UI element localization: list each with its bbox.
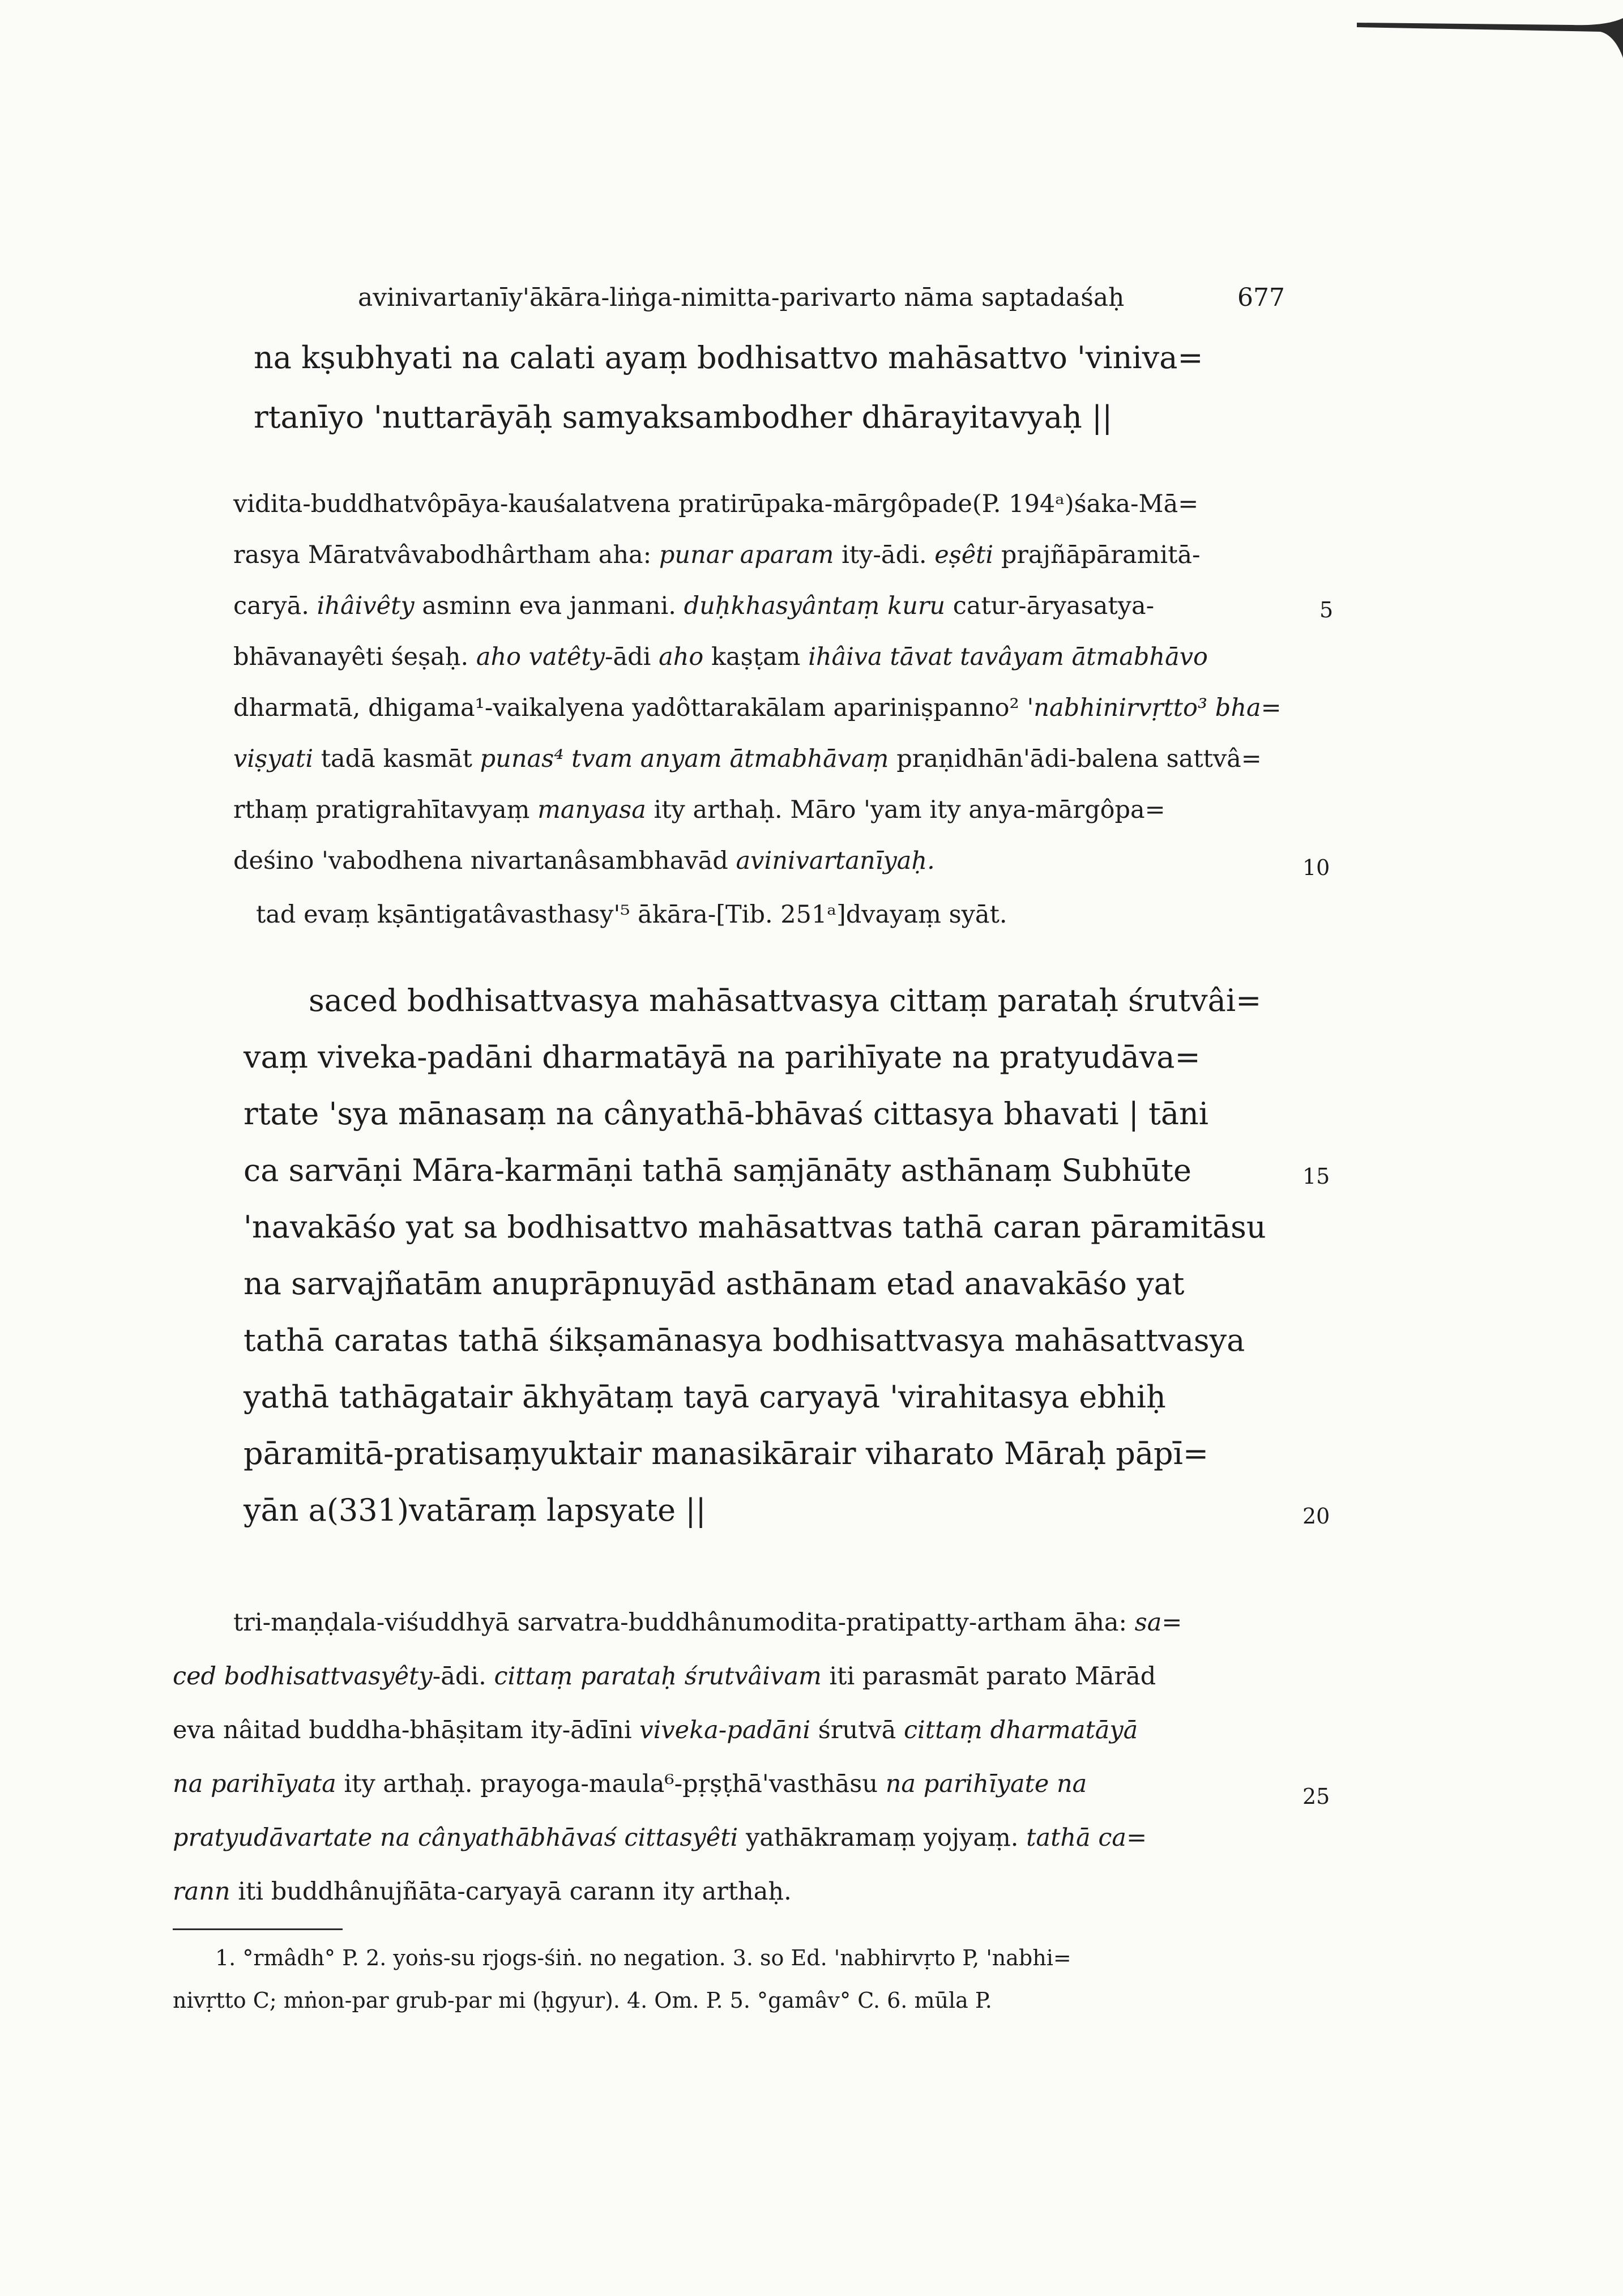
text-line: rtate 'sya mānasaṃ na cânyathā-bhāvaś cittasya bhavati | tāni [244,1096,1209,1132]
commentary-line: bhāvanayêti śeṣaḥ. aho vatêty-ādi aho kaṣṭam ihâiva tāvat tavâyam ātmabhāvo [233,643,1208,671]
italic-term: aho [659,643,704,671]
italic-term: punar aparam [659,541,834,569]
footnote-rule [173,1928,343,1930]
italic-term: ihâivêty [317,592,415,620]
italic-term: 'nabhinirvṛtto³ bha= [1027,694,1282,722]
commentary-line: vidita-buddhatvôpāya-kauśalatvena pratirūpaka-mārgôpade(P. 194ᵃ)śaka-Mā= [233,490,1199,518]
commentary-line: eva nâitad buddha-bhāṣitam ity-ādīni viveka-padāni śrutvā cittaṃ dharmatāyā [173,1716,1138,1744]
italic-term: viṣyati [233,745,314,773]
running-title: avinivartanīy'ākāra-liṅga-nimitta-parivarto nāma saptadaśaḥ [358,283,1125,312]
commentary-line: pratyudāvartate na cânyathābhāvaś cittasyêti yathākramaṃ yojyaṃ. tathā ca= [173,1824,1147,1852]
italic-term: cittaṃ dharmatāyā [903,1716,1138,1744]
commentary-line: caryā. ihâivêty asminn eva janmani. duḥkhasyântaṃ kuru catur-āryasatya- [233,592,1155,620]
line-number: 25 [1302,1784,1330,1809]
page-corner-shadow [1357,12,1623,58]
italic-term: manyasa [537,796,646,824]
line-number: 20 [1302,1504,1330,1529]
italic-term: eṣêti [934,541,994,569]
text-line: rtanīyo 'nuttarāyāḥ samyaksambodher dhārayitavyaḥ || [254,399,1113,435]
footnote-line: 1. °rmâdh° P. 2. yoṅs-su rjogs-śiṅ. no negation. 3. so Ed. 'nabhirvṛto P, 'nabhi= [215,1945,1071,1970]
text-line: na sarvajñatām anuprāpnuyād asthānam etad anavakāśo yat [244,1266,1185,1301]
commentary-line: dharmatā, dhigama¹-vaikalyena yadôttarakālam apariniṣpanno² 'nabhinirvṛtto³ bha= [233,694,1282,722]
line-number: 5 [1319,598,1334,622]
text-line: 'navakāśo yat sa bodhisattvo mahāsattvas tathā caran pāramitāsu [244,1209,1266,1245]
italic-term: avinivartanīyaḥ. [736,847,935,875]
commentary-line: rasya Māratvâvabodhârtham aha: punar aparam ity-ādi. eṣêti prajñāpāramitā- [233,541,1201,569]
italic-term: ihâiva tāvat tavâyam ātmabhāvo [808,643,1208,671]
italic-term: pratyudāvartate na cânyathābhāvaś cittasyêti [173,1824,738,1852]
text-line: vaṃ viveka-padāni dharmatāyā na parihīyate na pratyudāva= [244,1039,1201,1075]
italic-term: duḥkhasyântaṃ kuru [684,592,946,620]
commentary-line: rthaṃ pratigrahītavyaṃ manyasa ity arthaḥ. Māro 'yam ity anya-mārgôpa= [233,796,1165,824]
commentary-line: deśino 'vabodhena nivartanâsambhavād avinivartanīyaḥ. [233,847,935,875]
commentary-line: ced bodhisattvasyêty-ādi. cittaṃ parataḥ śrutvâivam iti parasmāt parato Mārād [173,1662,1156,1691]
footnote-line: nivṛtto C; mṅon-par grub-par mi (ḥgyur). 4. Om. P. 5. °gamâv° C. 6. mūla P. [173,1988,992,2013]
italic-term: punas⁴ tvam anyam ātmabhāvaṃ [480,745,889,773]
page-number: 677 [1237,283,1285,312]
italic-term: na parihīyate na [885,1770,1087,1798]
text-line: yathā tathāgatair ākhyātaṃ tayā caryayā 'virahitasya ebhiḥ [244,1379,1166,1415]
italic-term: aho vatêty [476,643,605,671]
italic-term: cittaṃ parataḥ śrutvâivam [494,1662,822,1691]
text-line: pāramitā-pratisaṃyuktair manasikārair viharato Māraḥ pāpī= [244,1436,1209,1471]
text-line: tathā caratas tathā śikṣamānasya bodhisattvasya mahāsattvasya [244,1322,1245,1358]
text-line: na kṣubhyati na calati ayaṃ bodhisattvo mahāsattvo 'viniva= [254,340,1203,375]
commentary-line: rann iti buddhânujñāta-caryayā carann ity arthaḥ. [173,1877,792,1906]
commentary-line: na parihīyata ity arthaḥ. prayoga-maula⁶-pṛṣṭhā'vasthāsu na parihīyate na [173,1770,1087,1798]
italic-term: na parihīyata [173,1770,336,1798]
line-number: 15 [1302,1164,1330,1189]
italic-term: rann [173,1877,230,1906]
italic-term: sa= [1134,1608,1182,1637]
text-line: saced bodhisattvasya mahāsattvasya cittaṃ parataḥ śrutvâi= [309,983,1262,1018]
italic-term: tathā ca= [1026,1824,1147,1852]
text-line: ca sarvāṇi Māra-karmāṇi tathā saṃjānāty asthānaṃ Subhūte [244,1153,1191,1188]
commentary-line: viṣyati tadā kasmāt punas⁴ tvam anyam ātmabhāvaṃ praṇidhān'ādi-balena sattvâ= [233,745,1262,773]
line-number: 10 [1302,855,1330,880]
italic-term: viveka-padāni [639,1716,811,1744]
commentary-line: tri-maṇḍala-viśuddhyā sarvatra-buddhânumodita-pratipatty-artham āha: sa= [233,1608,1182,1637]
commentary-line: tad evaṃ kṣāntigatâvasthasy'⁵ ākāra-[Tib. 251ᵃ]dvayaṃ syāt. [256,901,1007,929]
italic-term: ced bodhisattvasyêty [173,1662,433,1691]
text-line: yān a(331)vatāraṃ lapsyate || [244,1492,706,1528]
